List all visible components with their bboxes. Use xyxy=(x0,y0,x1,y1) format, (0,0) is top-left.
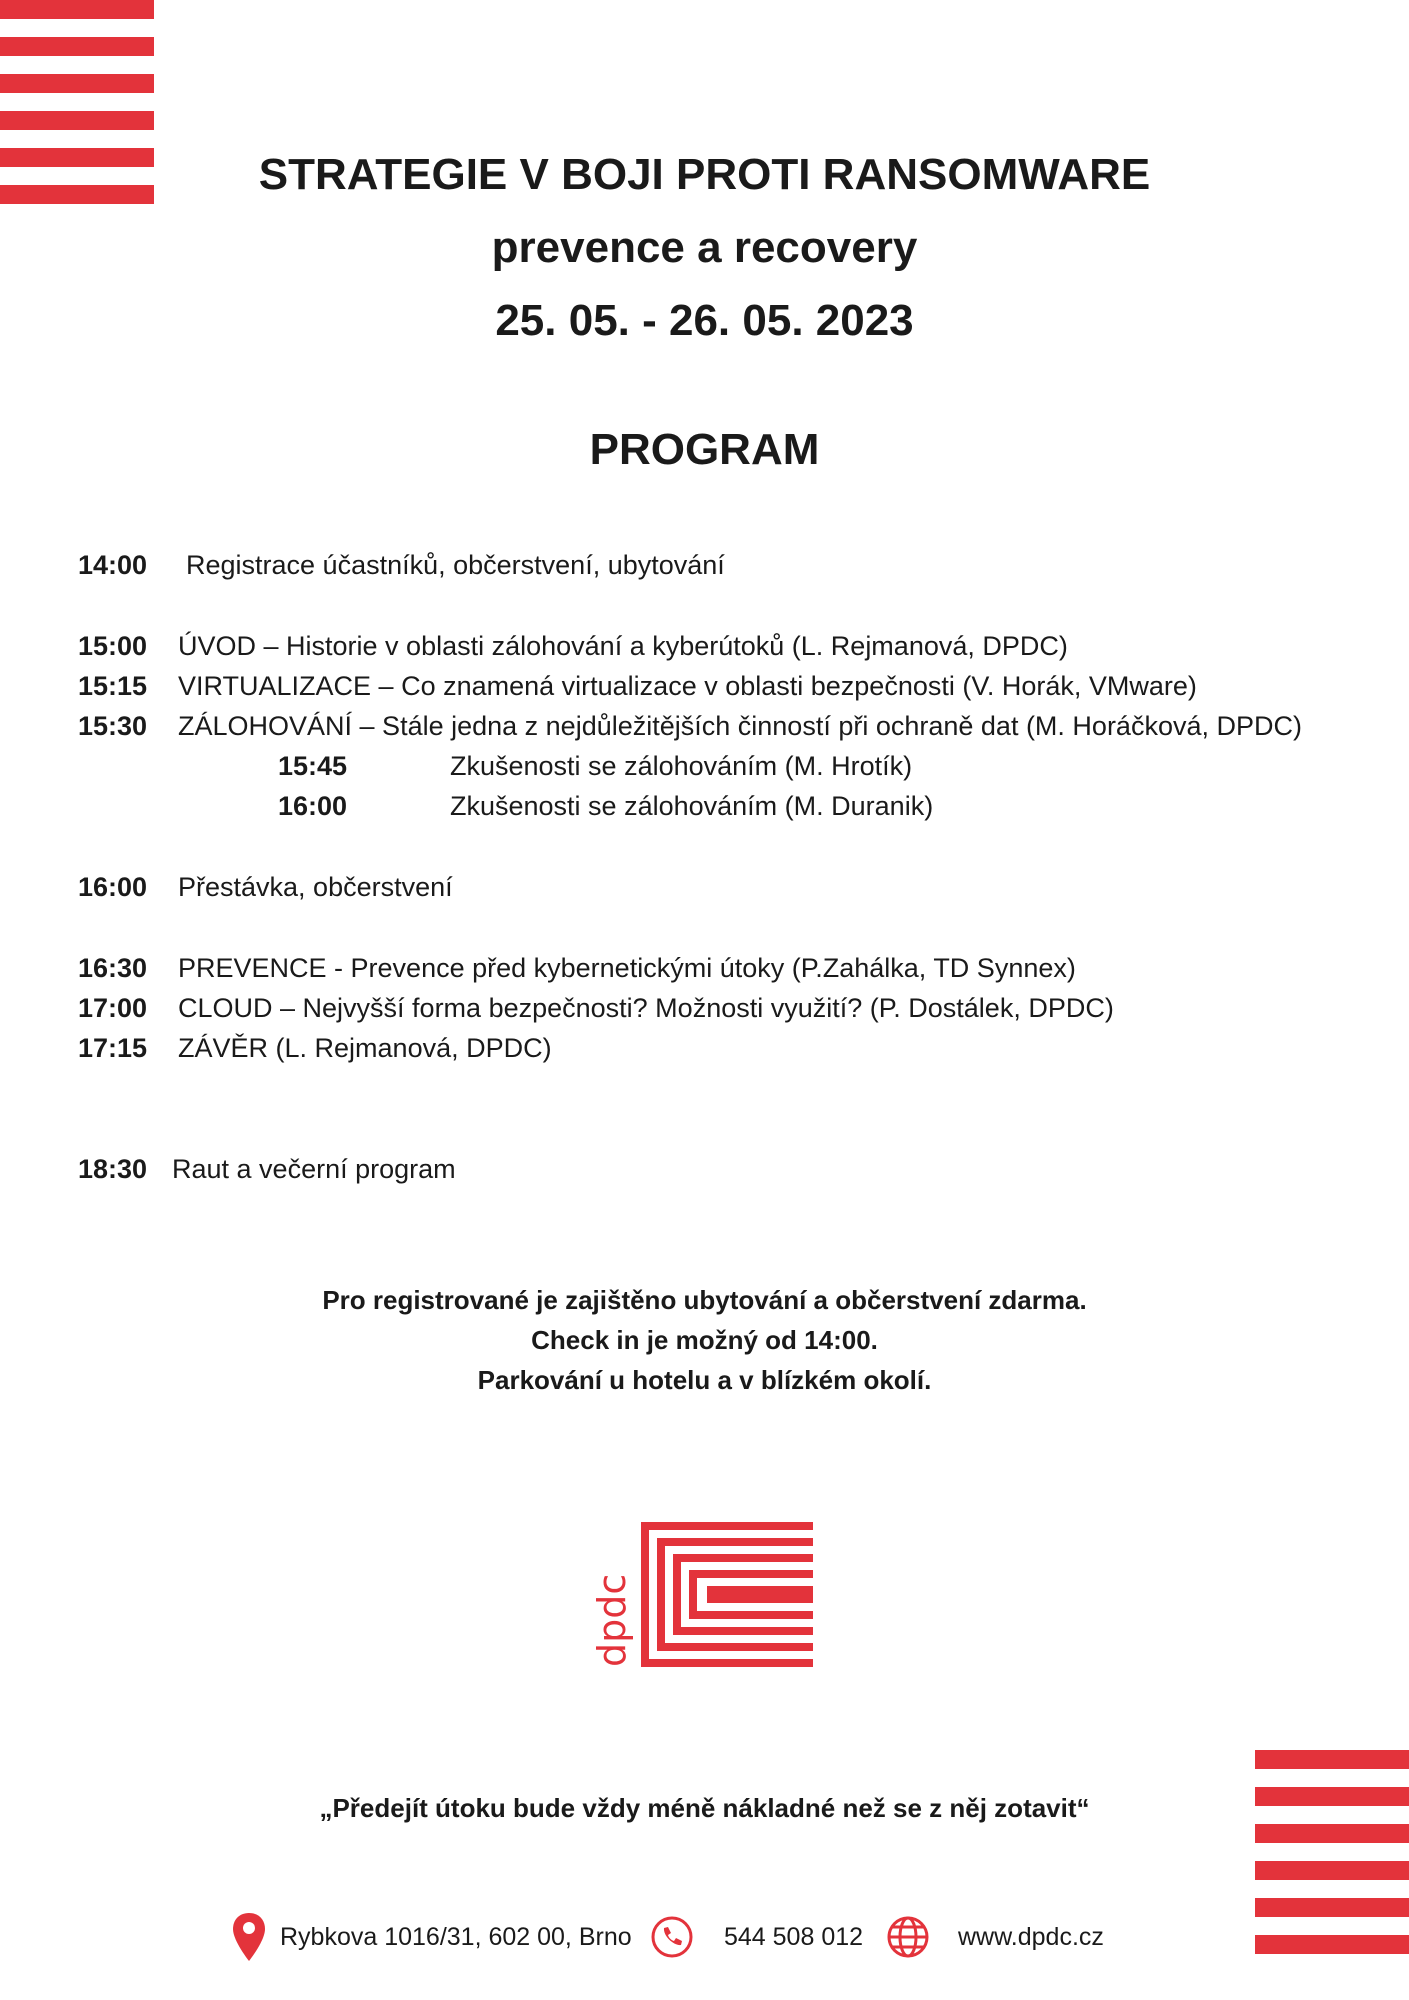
schedule-row xyxy=(78,671,1197,702)
schedule-time: 15:15 xyxy=(78,671,148,701)
schedule-time: 18:30 xyxy=(78,1154,148,1184)
title-block xyxy=(0,138,1409,357)
schedule-row xyxy=(78,1154,456,1185)
dpdc-logo xyxy=(590,1522,815,1667)
schedule-text: Zkušenosti se zálohováním (M. Duranik) xyxy=(450,791,934,821)
schedule-time: 15:00 xyxy=(78,631,148,661)
schedule-text: Raut a večerní program xyxy=(172,1154,456,1184)
event-dates: 25. 05. - 26. 05. 2023 xyxy=(495,296,914,345)
schedule-text: VIRTUALIZACE – Co znamená virtualizace v oblasti bezpečnosti (V. Horák, VMware) xyxy=(178,671,1197,701)
schedule-text: ZÁVĚR (L. Rejmanová, DPDC) xyxy=(178,1033,552,1063)
logo-text: dpdc xyxy=(590,1573,634,1667)
schedule-text: CLOUD – Nejvyšší forma bezpečnosti? Možnosti využití? (P. Dostálek, DPDC) xyxy=(178,993,1114,1023)
schedule-row xyxy=(78,1033,552,1064)
globe-icon xyxy=(886,1915,930,1959)
schedule-time: 17:00 xyxy=(78,993,148,1023)
note-line: Check in je možný od 14:00. xyxy=(531,1325,878,1355)
schedule-row xyxy=(78,711,1302,742)
address-text: Rybkova 1016/31, 602 00, Brno xyxy=(280,1922,632,1951)
schedule-time: 15:30 xyxy=(78,711,148,741)
schedule-text: Zkušenosti se zálohováním (M. Hrotík) xyxy=(450,751,913,781)
location-pin-icon xyxy=(232,1912,266,1962)
quote: „Předejít útoku bude vždy méně nákladné než se z něj zotavit“ xyxy=(319,1793,1090,1823)
notes xyxy=(0,1280,1409,1400)
phone-text[interactable]: 544 508 012 xyxy=(724,1922,864,1951)
schedule-subrow xyxy=(278,791,933,822)
schedule-time: 17:15 xyxy=(78,1033,148,1063)
schedule-time: 16:00 xyxy=(278,791,348,821)
footer-address xyxy=(232,1912,632,1962)
schedule-row xyxy=(78,953,1076,984)
schedule-subrow xyxy=(278,751,912,782)
note-line: Pro registrované je zajištěno ubytování a občerstvení zdarma. xyxy=(322,1285,1087,1315)
program-heading: PROGRAM xyxy=(589,425,820,474)
schedule-time: 14:00 xyxy=(78,550,148,580)
schedule-time: 16:00 xyxy=(78,872,148,902)
website-link[interactable]: www.dpdc.cz xyxy=(958,1922,1104,1951)
event-subtitle: prevence a recovery xyxy=(491,223,918,272)
schedule-text: Registrace účastníků, občerstvení, ubytování xyxy=(186,550,725,580)
schedule-row xyxy=(78,550,725,581)
footer xyxy=(0,1912,1409,1962)
schedule-text: Přestávka, občerstvení xyxy=(178,872,453,902)
schedule-row xyxy=(78,631,1068,662)
footer-website[interactable] xyxy=(886,1912,1104,1962)
schedule-row xyxy=(78,993,1114,1024)
footer-phone[interactable] xyxy=(650,1912,863,1962)
schedule-text: ÚVOD – Historie v oblasti zálohování a kyberútoků (L. Rejmanová, DPDC) xyxy=(178,631,1068,661)
event-title: STRATEGIE V BOJI PROTI RANSOMWARE xyxy=(258,150,1151,199)
schedule-text: ZÁLOHOVÁNÍ – Stále jedna z nejdůležitějších činností při ochraně dat (M. Horáčková, DPDC) xyxy=(178,711,1302,741)
note-line: Parkování u hotelu a v blízkém okolí. xyxy=(477,1365,932,1395)
schedule-text: PREVENCE - Prevence před kybernetickými útoky (P.Zahálka, TD Synnex) xyxy=(178,953,1076,983)
schedule-time: 15:45 xyxy=(278,751,348,781)
schedule-time: 16:30 xyxy=(78,953,148,983)
schedule-row xyxy=(78,872,453,903)
phone-icon xyxy=(650,1915,694,1959)
